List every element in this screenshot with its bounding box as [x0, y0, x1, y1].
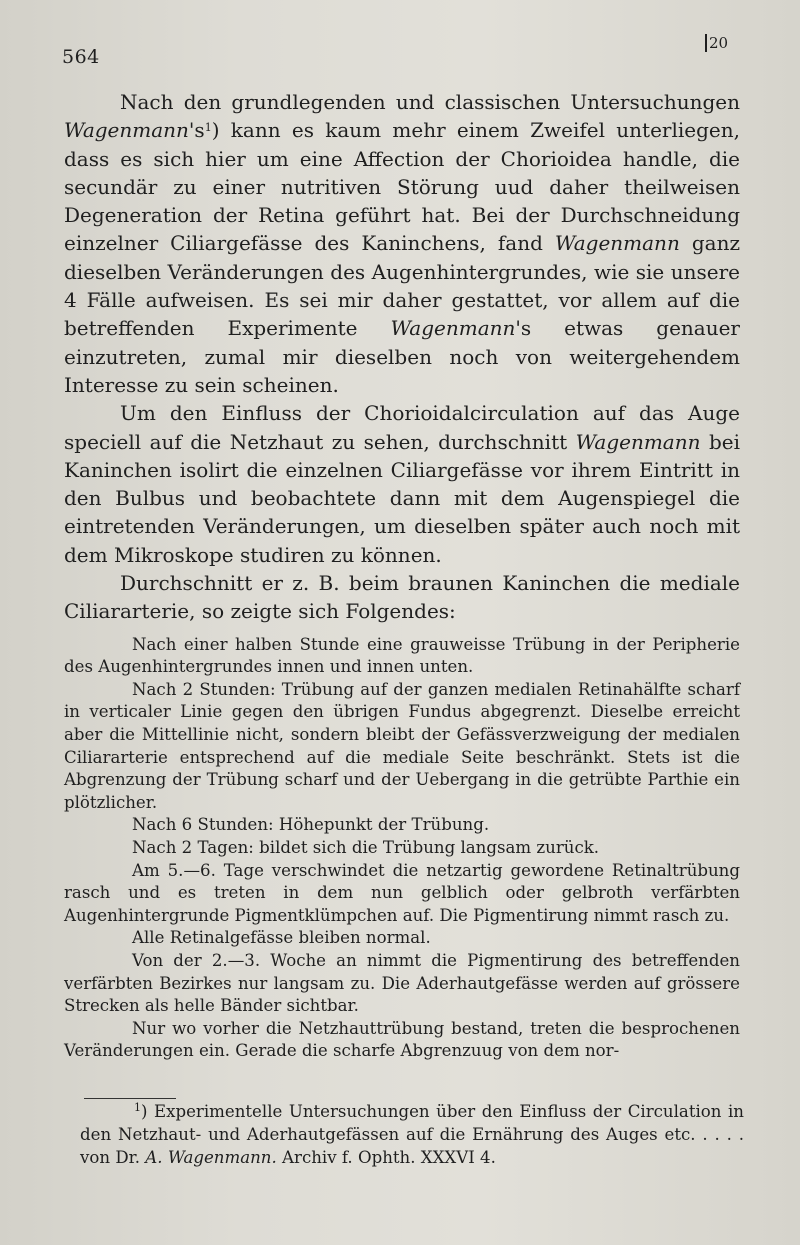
observation-s8: Nur wo vorher die Netzhauttrübung bestand, treten die besprochenen Veränderungen ein. Gerade die scharfe Abgrenzuug von dem nor- — [64, 1018, 740, 1061]
observation-s7: Von der 2.—3. Woche an nimmt die Pigmentirung des betreffenden verfärbten Bezirkes nur langsam zu. Die Aderhautgefässe werden auf grössere Strecken als helle Bänder sichtbar. — [64, 950, 740, 1016]
signature-bracket — [705, 34, 707, 52]
footnotes — [80, 1100, 744, 1169]
paragraph-p1: Nach den grundlegenden und classischen Untersuchungen $Wagenmann's^1$) kann es kaum mehr einem Zweifel unterliegen, dass es sich hier um eine Affection der Chorioidea handle, die secundär zu einer nutritiven Störung uud daher theilweisen Degeneration der Retina geführt hat. Bei der Durchschneidung einzelner Ciliargefässe des Kaninchens, fand Wagenmann ganz dieselben Veränderungen des Augenhintergrundes, wie sie unsere 4 Fälle aufweisen. Es sei mir daher gestattet, vor allem auf die betreffenden Experimente Wagenmann's etwas genauer einzutreten, zumal mir dieselben noch von weitergehendem Interesse zu sein scheinen. — [64, 90, 740, 397]
footnote-rule — [84, 1098, 176, 1099]
printer-signature — [705, 34, 728, 52]
footnote-f1: $^1$) Experimentelle Untersuchungen über den Einfluss der Circulation in den Netzhaut- und Aderhautgefässen auf die Ernährung des Auges etc. . . . . von Dr. A. Wagenmann. Archiv f. Ophth. XXXVI 4. — [80, 1101, 744, 1167]
page-number: 564 — [62, 46, 100, 68]
signature-number: 20 — [709, 34, 729, 52]
page-body — [64, 88, 740, 1063]
observation-s1: Nach einer halben Stunde eine grauweisse Trübung in der Peripherie des Augenhintergrundes innen und innen unten. — [64, 634, 740, 677]
observation-s4: Nach 2 Tagen: bildet sich die Trübung langsam zurück. — [132, 837, 600, 857]
observation-s6: Alle Retinalgefässe bleiben normal. — [132, 928, 431, 948]
experiment-observations — [64, 634, 740, 1063]
paragraph-p3: Durchschnitt er z. B. beim braunen Kaninchen die mediale Ciliararterie, so zeigte sich Folgendes: — [64, 571, 740, 624]
paragraph-p2: Um den Einfluss der Chorioidalcirculation auf das Auge speciell auf die Netzhaut zu sehen, durchschnitt Wagenmann bei Kaninchen isolirt die einzelnen Ciliargefässe vor ihrem Eintritt in den Bulbus und beobachtete dann mit dem Augenspiegel die eintretenden Veränderungen, um dieselben später auch noch mit dem Mikroskope studiren zu können. — [64, 401, 740, 567]
observation-s2: Nach 2 Stunden: Trübung auf der ganzen medialen Retinahälfte scharf in verticaler Linie gegen den übrigen Fundus abgegrenzt. Dieselbe erreicht aber die Mittellinie nicht, sondern bleibt der Gefässverzweigung der medialen Ciliararterie entsprechend auf die mediale Seite beschränkt. Stets ist die Abgrenzung der Trübung scharf und der Uebergang in die getrübte Parthie ein plötzlicher. — [64, 679, 740, 812]
main-text — [64, 88, 740, 626]
observation-s3: Nach 6 Stunden: Höhepunkt der Trübung. — [132, 815, 490, 835]
observation-s5: Am 5.—6. Tage verschwindet die netzartig gewordene Retinaltrübung rasch und es treten in dem nun gelblich oder gelbroth verfärbten Augenhintergrunde Pigmentklümpchen auf. Die Pigmentirung nimmt rasch zu. — [64, 860, 740, 925]
